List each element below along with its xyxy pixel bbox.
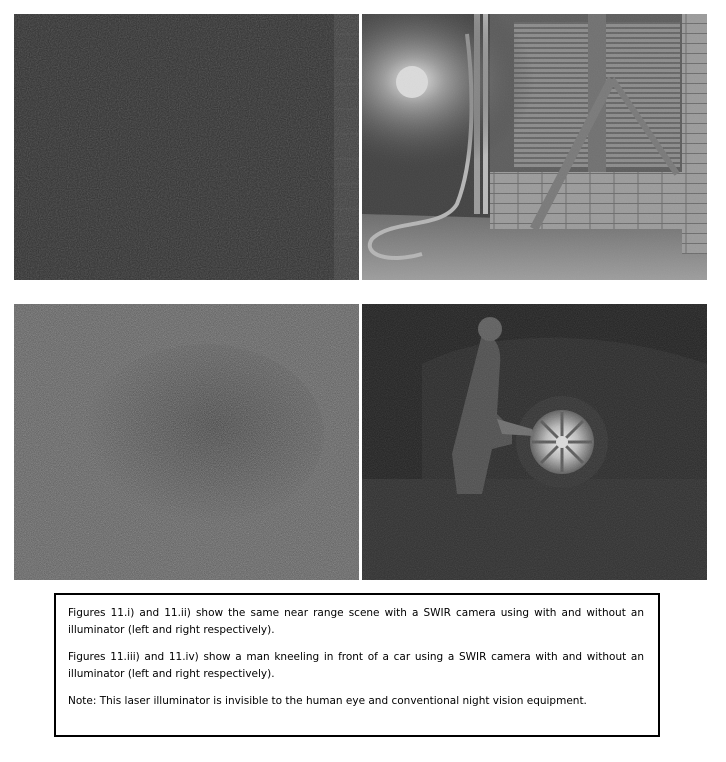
figure-11-i <box>14 14 359 280</box>
figure-11-ii <box>362 14 707 280</box>
figure-caption-box <box>54 593 660 737</box>
figure-11-i-image <box>14 14 359 280</box>
figure-11-iii-image <box>14 304 359 580</box>
caption-paragraph-1: Figures 11.i) and 11.ii) show the same near range scene with a SWIR camera using with and without an illuminator (left and right respectively). <box>68 607 644 636</box>
caption-paragraph-2: Figures 11.iii) and 11.iv) show a man kneeling in front of a car using a SWIR camera with and without an illuminator (left and right respectively). <box>68 651 644 680</box>
caption-note: Note: This laser illuminator is invisible to the human eye and conventional night vision equipment. <box>68 695 587 707</box>
figure-11-iv-image <box>362 304 707 580</box>
figure-11-iv <box>362 304 707 580</box>
figure-11-iii <box>14 304 359 580</box>
figure-11-ii-image <box>362 14 707 280</box>
